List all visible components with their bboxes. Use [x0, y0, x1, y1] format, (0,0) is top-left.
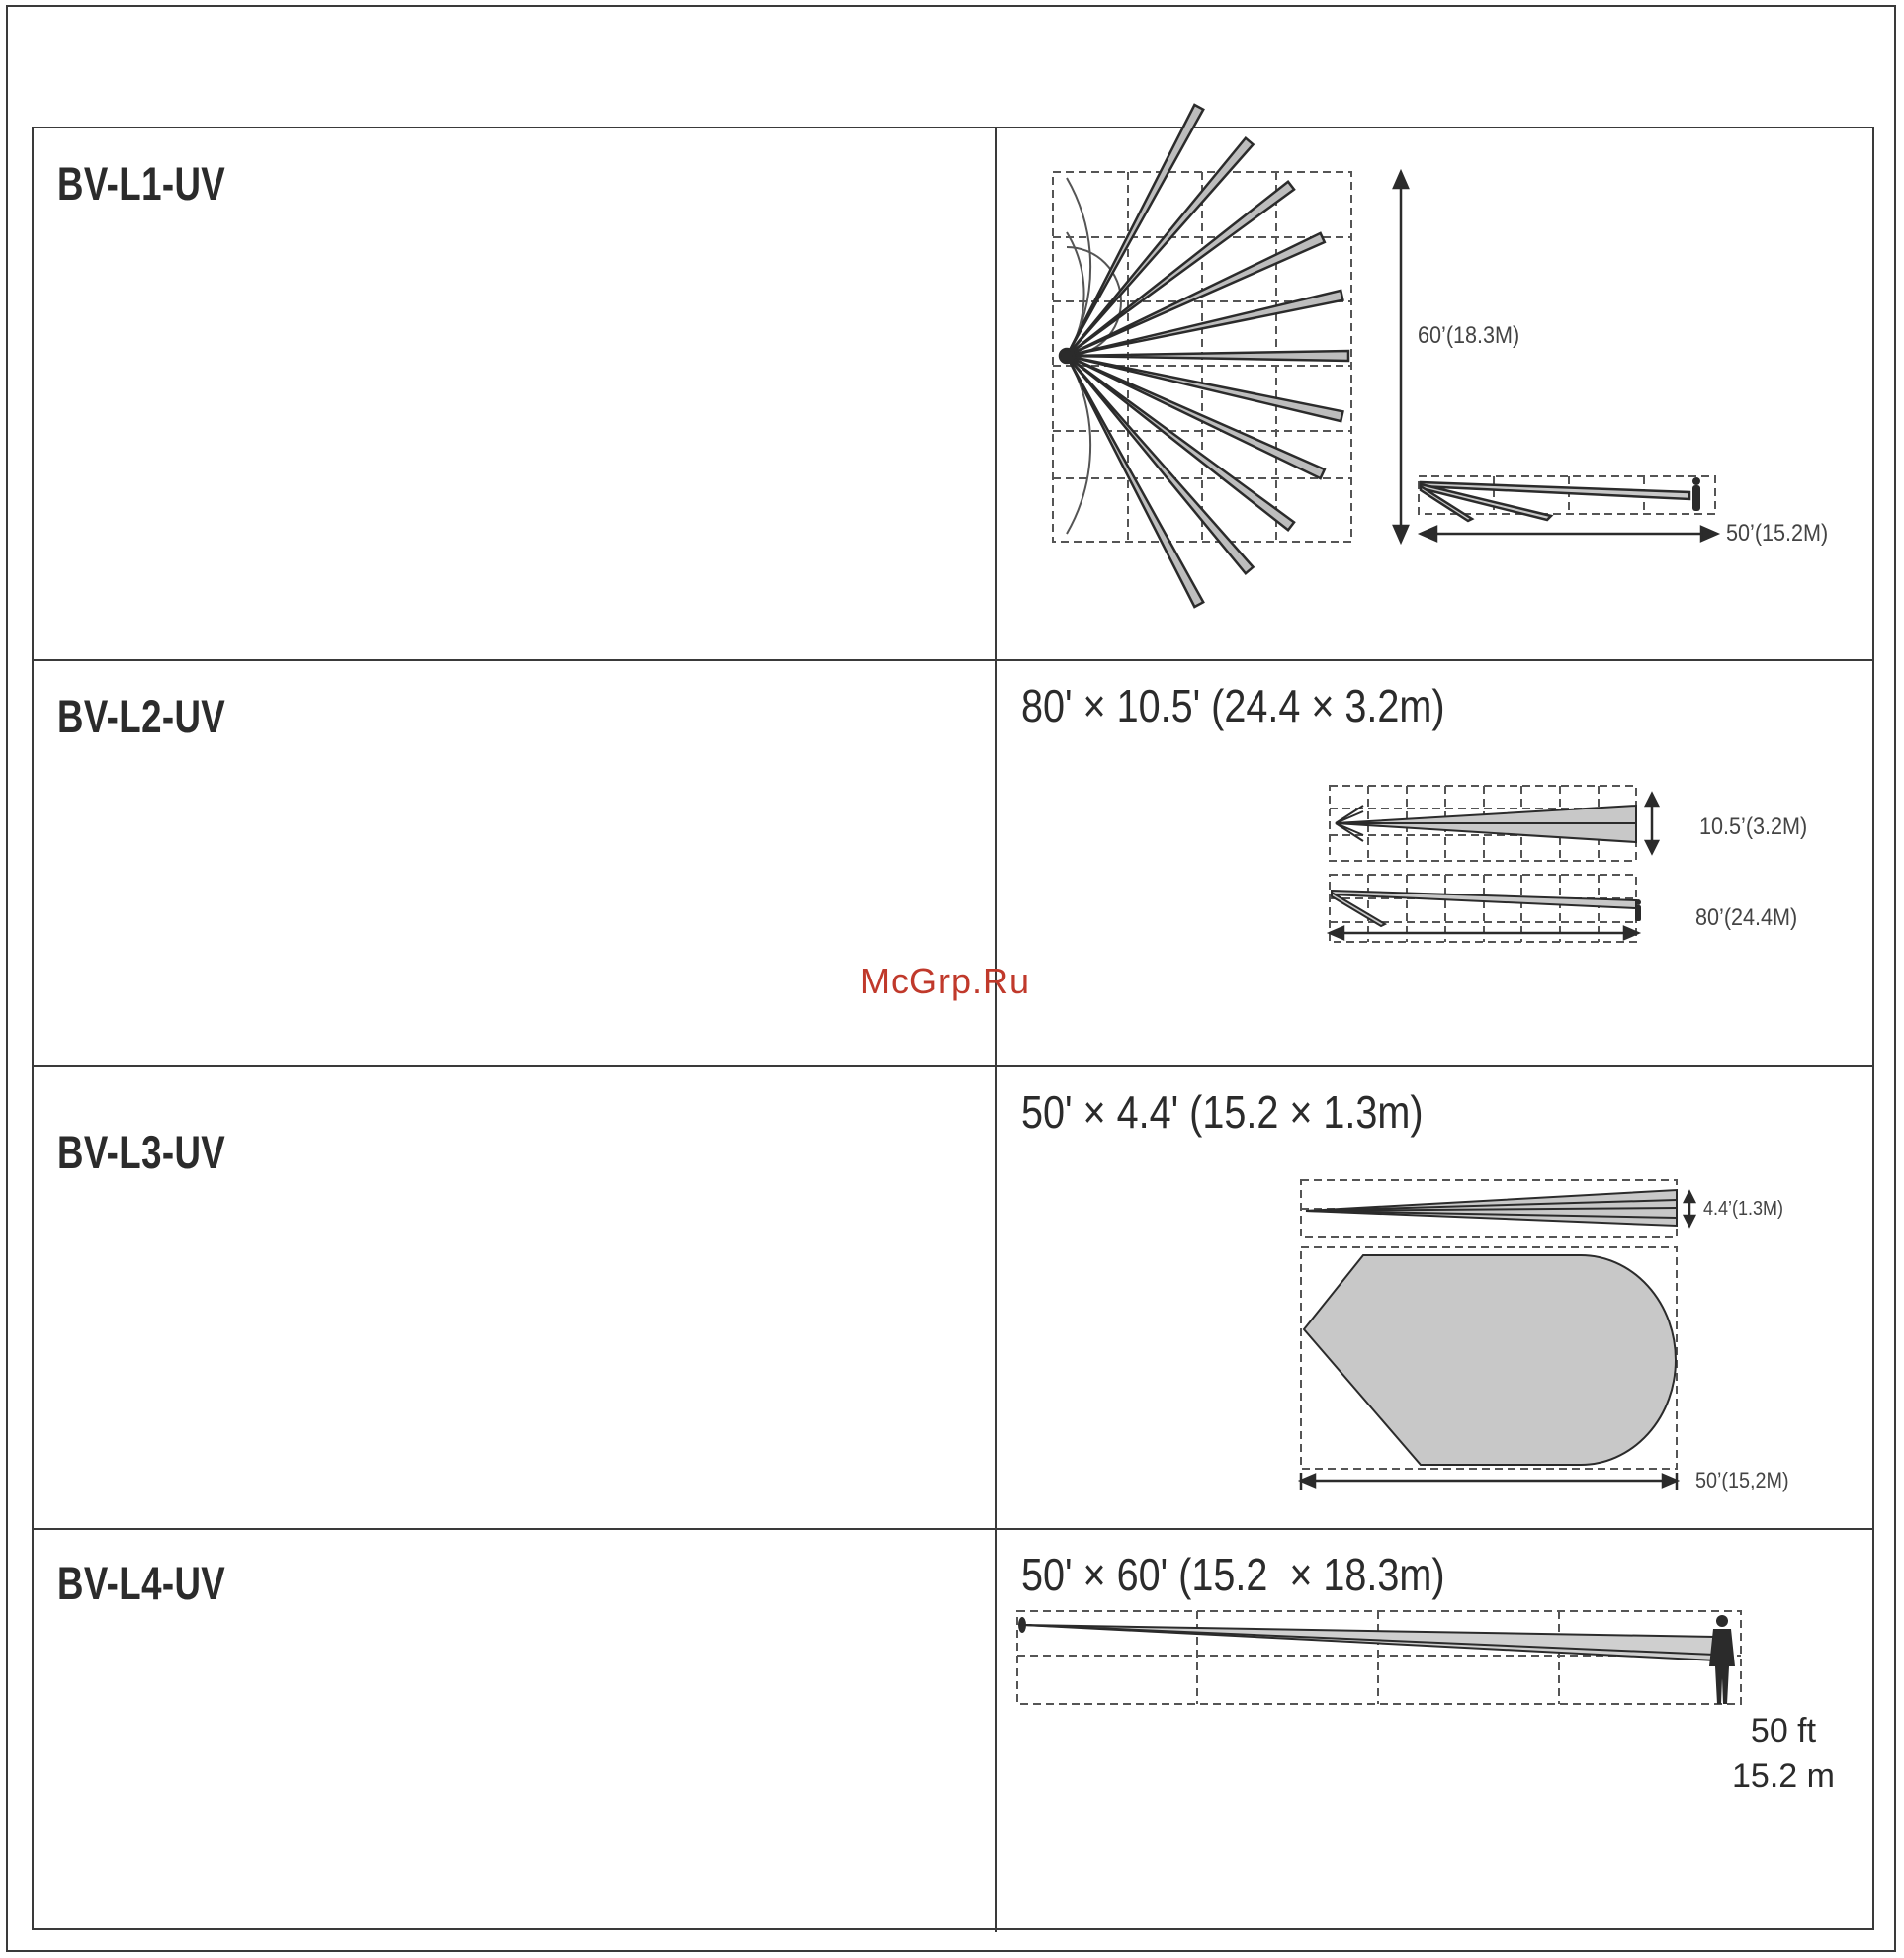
model-name: BV-L3-UV [57, 1126, 226, 1178]
model-name: BV-L2-UV [57, 690, 226, 742]
distance-ft-label: 50 ft [1750, 1712, 1817, 1749]
coverage-spec: 50' × 4.4' (15.2 × 1.3m) [1021, 1086, 1424, 1138]
length-label: 50’(15,2M) [1695, 1468, 1789, 1492]
detection-beam [1067, 233, 1325, 356]
pattern-cell [997, 128, 1872, 659]
detection-beam [1067, 356, 1325, 478]
model-cell [34, 1067, 997, 1528]
model-cell [34, 128, 997, 659]
table-row-bv-l1 [34, 128, 1872, 659]
table-row-bv-l3 [34, 1065, 1872, 1528]
height-label: 60’(18.3M) [1418, 322, 1520, 349]
pattern-cell [997, 661, 1872, 1065]
spec-table [32, 127, 1874, 1930]
table-row-bv-l4 [34, 1528, 1872, 1932]
pattern-cell [997, 1530, 1872, 1932]
bv-l2-coverage-diagram [997, 661, 1867, 1057]
detection-beam [1067, 351, 1348, 361]
width-label: 10.5’(3.2M) [1699, 813, 1808, 840]
model-name: BV-L1-UV [57, 157, 226, 210]
bv-l3-coverage-diagram [997, 1067, 1867, 1522]
coverage-spec: 50' × 60' (15.2 × 18.3m) [1021, 1549, 1445, 1600]
model-name: BV-L4-UV [57, 1557, 226, 1609]
sensor-origin [1060, 349, 1074, 363]
coverage-spec: 80' × 10.5' (24.4 × 3.2m) [1021, 680, 1445, 731]
width-label: 4.4’(1.3M) [1703, 1198, 1784, 1220]
model-cell [34, 1530, 997, 1932]
pattern-cell [997, 1067, 1872, 1528]
length-label: 80’(24.4M) [1695, 904, 1798, 931]
watermark: McGrp.Ru [860, 961, 1031, 1001]
table-row-bv-l2 [34, 659, 1872, 1065]
model-cell [34, 661, 997, 1065]
length-label: 50’(15.2M) [1726, 520, 1829, 547]
distance-m-label: 15.2 m [1732, 1757, 1835, 1795]
